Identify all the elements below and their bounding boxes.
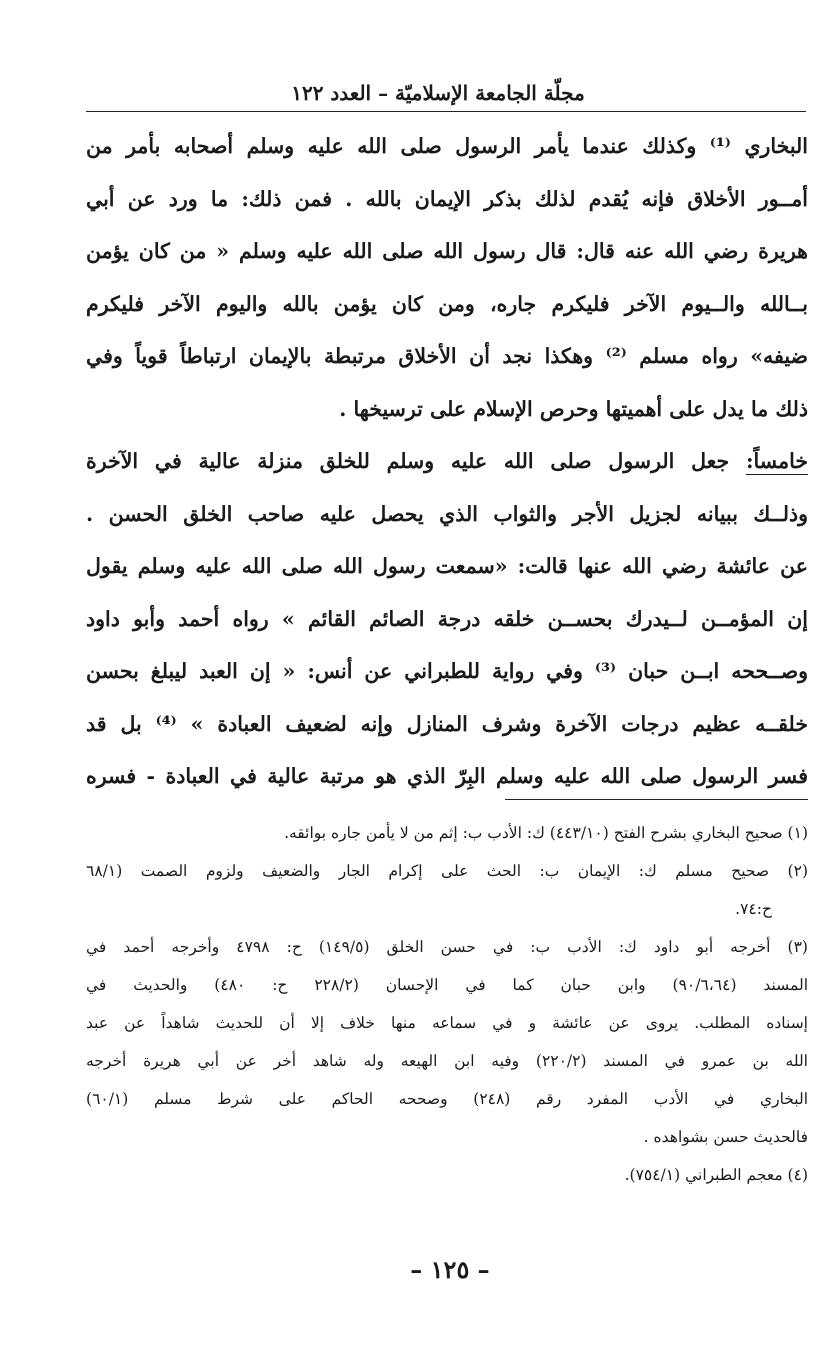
section-label: خامساً: bbox=[745, 449, 808, 473]
body-line: البخاري ⁽¹⁾ وكذلك عندما يأمر الرسول صلى الله عليه وسلم أصحابه بأمر من bbox=[86, 134, 808, 158]
body-text bbox=[86, 120, 808, 803]
body-line: وذلــك ببيانه لجزيل الأجر والثواب الذي يحصل عليه صاحب الخلق الحسن . bbox=[86, 501, 808, 526]
body-line: أمــور الأخلاق فإنه يُقدم لذلك بذكر الإيمان بالله . فمن ذلك: ما ورد عن أبي bbox=[86, 186, 808, 211]
body-line: إن المؤمــن لــيدرك بحســن خلقه درجة الصائم القائم » رواه أحمد وأبو داود bbox=[86, 606, 808, 631]
body-line: ضيفه» رواه مسلم ⁽²⁾ وهكذا نجد أن الأخلاق مرتبطة بالإيمان ارتباطاً قوياً وفي bbox=[86, 344, 808, 368]
header-divider bbox=[86, 111, 806, 112]
body-line: خلقــه عظيم درجات الآخرة وشرف المنازل وإنه لضعيف العبادة » ⁽⁴⁾ بل قد bbox=[86, 711, 808, 736]
body-line: بــالله والــيوم الآخر فليكرم جاره، ومن كان يؤمن بالله واليوم الآخر فليكرم bbox=[86, 291, 808, 316]
section-line bbox=[86, 435, 808, 488]
body-line: ذلك ما يدل على أهميتها وحرص الإسلام على ترسيخها . bbox=[339, 396, 808, 421]
footnotes bbox=[86, 814, 808, 1194]
page-number: – ١٢٥ – bbox=[410, 1255, 490, 1284]
footnote-divider bbox=[505, 799, 808, 800]
footnote-line: (٣) أخرجه أبو داود ك: الأدب ب: في حسن الخلق (١٤٩/٥) ح: ٤٧٩٨ وأخرجه أحمد في bbox=[86, 938, 808, 956]
footnote-line: (٤) معجم الطبراني (٧٥٤/١). bbox=[624, 1166, 808, 1184]
body-line: هريرة رضي الله عنه قال: قال رسول الله صلى الله عليه وسلم « من كان يؤمن bbox=[86, 239, 808, 263]
footnote-line: إسناده المطلب. يروى عن عائشة و في سماعه منها خلاف إلا أن للحديث شاهداً عن عبد bbox=[86, 1014, 808, 1032]
footnote-line: (٢) صحيح مسلم ك: الإيمان ب: الحث على إكرام الجار والضعيف ولزوم الصمت (٦٨/١ bbox=[86, 862, 808, 880]
body-line: عن عائشة رضي الله عنها قالت: «سمعت رسول الله صلى الله عليه وسلم يقول bbox=[86, 554, 808, 578]
footnote-line: المسند (٩٠/٦،٦٤) وابن حبان كما في الإحسان (٢٢٨/٢ ح: ٤٨٠) والحديث في bbox=[86, 976, 808, 994]
footnote-line: فالحديث حسن بشواهده . bbox=[643, 1128, 808, 1146]
footnote-line: ح:٧٤. bbox=[735, 900, 772, 918]
footnote-line: (١) صحيح البخاري بشرح الفتح (٤٤٣/١٠) ك: الأدب ب: إثم من لا يأمن جاره بوائقه. bbox=[284, 824, 808, 842]
footnote-line: الله بن عمرو في المسند (٢٢٠/٢) وفيه ابن الهيعه وله شاهد أخر عن أبي هريرة أخرجه bbox=[86, 1052, 808, 1070]
section-text: جعل الرسول صلى الله عليه وسلم للخلق منزلة عالية في الآخرة bbox=[86, 449, 746, 473]
body-line: وصــححه ابــن حبان ⁽³⁾ وفي رواية للطبراني عن أنس: « إن العبد ليبلغ بحسن bbox=[86, 659, 808, 683]
body-line: فسر الرسول صلى الله عليه وسلم البِرّ الذي هو مرتبة عالية في العبادة - فسره bbox=[86, 764, 808, 788]
running-header: مجلّة الجامعة الإسلاميّة – العدد ١٢٢ bbox=[291, 81, 585, 105]
footnote-line: البخاري في الأدب المفرد رقم (٢٤٨) وصححه الحاكم على شرط مسلم (٦٠/١) bbox=[86, 1090, 808, 1108]
